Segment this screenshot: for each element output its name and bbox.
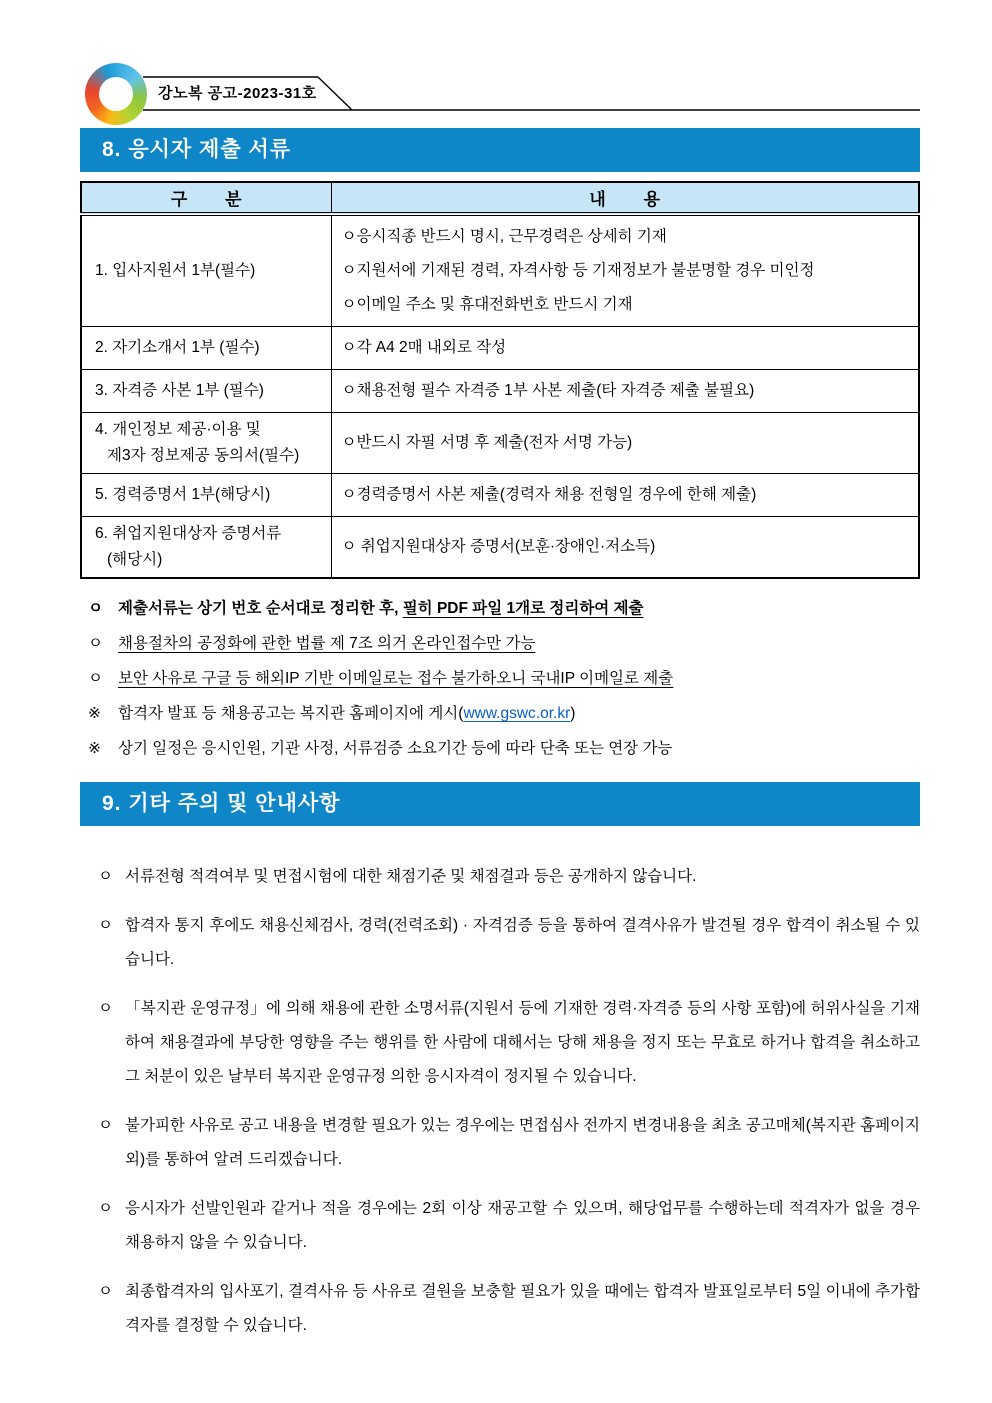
circle-bullet: ㅇ: [98, 1117, 113, 1134]
row4-category: 제3자 정보제공 동의서(필수): [107, 447, 300, 464]
row1-item: ㅇ지원서에 기재된 경력, 자격사항 등 기재정보가 불분명할 경우 미인정: [341, 262, 815, 279]
note-pdf-submit: [88, 591, 920, 626]
row5-item: ㅇ경력증명서 사본 제출(경력자 채용 전형일 경우에 한해 제출): [341, 486, 757, 503]
circle-bullet: ㅇ: [98, 917, 113, 934]
circle-bullet: ㅇ: [98, 1283, 113, 1300]
row3-item: ㅇ채용전형 필수 자격증 1부 사본 제출(타 자격증 제출 불필요): [341, 382, 755, 399]
notice-item: [98, 860, 920, 894]
note-website-posting: [88, 696, 920, 731]
table-row: [81, 327, 919, 370]
section8-notes: [88, 591, 920, 766]
row4-category: 4. 개인정보 제공·이용 및: [95, 421, 261, 438]
row2-category: 2. 자기소개서 1부 (필수): [95, 339, 260, 356]
note-text: ): [570, 705, 576, 722]
notice-item: [98, 1192, 920, 1260]
section8-banner: [80, 128, 920, 172]
note-underlined-text: 보안 사유로 구글 등 해외IP 기반 이메일로는 접수 불가하오니 국내IP 이메일로 제출: [118, 670, 674, 687]
notice-item: [98, 992, 920, 1094]
row1-item: ㅇ응시직종 반드시 명시, 근무경력은 상세히 기재: [341, 228, 667, 245]
submission-documents-table: [80, 181, 920, 579]
row1-item: ㅇ이메일 주소 및 휴대전화번호 반드시 기재: [341, 296, 633, 313]
notice-text: 응시자가 선발인원과 같거나 적을 경우에는 2회 이상 재공고할 수 있으며, 해당업무를 수행하는데 적격자가 없을 경우 채용하지 않을 수 있습니다.: [125, 1200, 920, 1251]
row1-category: 1. 입사지원서 1부(필수): [95, 262, 256, 279]
section9-notices: [98, 860, 920, 1343]
row6-category: (해당시): [107, 551, 163, 568]
website-link[interactable]: www.gswc.or.kr: [463, 705, 571, 722]
col-header-content: 내 용: [331, 182, 919, 214]
note-text: 상기 일정은 응시인원, 기관 사정, 서류검증 소요기간 등에 따라 단축 또는 연장 가능: [118, 740, 673, 757]
note-online-only: [88, 626, 920, 661]
table-header-row: [81, 182, 919, 214]
page-header: [0, 0, 992, 128]
notice-text: 불가피한 사유로 공고 내용을 변경할 필요가 있는 경우에는 면접심사 전까지 변경내용을 최초 공고매체(복지관 홈페이지 외)를 통하여 알려 드리겠습니다.: [125, 1117, 920, 1168]
row5-category: 5. 경력증명서 1부(해당시): [95, 486, 271, 503]
table-row: [81, 517, 919, 579]
notice-text: 최종합격자의 입사포기, 결격사유 등 사유로 결원을 보충할 필요가 있을 때에는 합격자 발표일로부터 5일 이내에 추가합격자를 결정할 수 있습니다.: [125, 1283, 920, 1334]
row3-category: 3. 자격증 사본 1부 (필수): [95, 382, 264, 399]
reference-mark: ※: [88, 705, 101, 722]
table-row: [81, 370, 919, 413]
note-schedule-change: [88, 731, 920, 766]
notice-item: [98, 909, 920, 977]
note-text: 합격자 발표 등 채용공고는 복지관 홈페이지에 게시(: [118, 705, 464, 722]
section8-title: 8. 응시자 제출 서류: [102, 138, 292, 161]
note-underlined-text: 필히 PDF 파일 1개로 정리하여 제출: [402, 600, 644, 617]
section9-banner: [80, 782, 920, 826]
circle-bullet: ㅇ: [98, 1000, 113, 1017]
note-text: 제출서류는 상기 번호 순서대로 정리한 후,: [118, 600, 403, 617]
doc-number: 강노복 공고-2023-31호: [158, 85, 317, 102]
notice-item: [98, 1275, 920, 1343]
section9-title: 9. 기타 주의 및 안내사항: [102, 792, 341, 815]
table-row: [81, 214, 919, 327]
notice-text: 서류전형 적격여부 및 면접시험에 대한 채점기준 및 채점결과 등은 공개하지 않습니다.: [125, 868, 697, 885]
table-row: [81, 413, 919, 474]
notice-text: 합격자 통지 후에도 채용신체검사, 경력(전력조회) · 자격검증 등을 통하여 결격사유가 발견될 경우 합격이 취소될 수 있습니다.: [125, 917, 920, 968]
circle-bullet: ㅇ: [88, 635, 103, 652]
row4-item: ㅇ반드시 자필 서명 후 제출(전자 서명 가능): [341, 434, 633, 451]
circle-bullet: ㅇ: [88, 670, 103, 687]
row2-item: ㅇ각 A4 2매 내외로 작성: [341, 339, 507, 356]
note-domestic-email: [88, 661, 920, 696]
notice-item: [98, 1109, 920, 1177]
notice-text: 「복지관 운영규정」에 의해 채용에 관한 소명서류(지원서 등에 기재한 경력·자격증 등의 사항 포함)에 허위사실을 기재하여 채용결과에 부당한 영향을 주는 행위를 한 사람에 대해서는 당해 채용을 정지 또는 무효로 하거나 합격을 취소하고 그 처분이 있은 날부터 복지관 운영규정 의한 응시자격이 정지될 수 있습니다.: [125, 1000, 920, 1085]
header-rule-lines: [0, 0, 992, 128]
circle-bullet: ㅇ: [88, 600, 103, 617]
table-row: [81, 474, 919, 517]
row6-category: 6. 취업지원대상자 증명서류: [95, 525, 282, 542]
col-header-category: 구 분: [81, 182, 331, 214]
row6-item: ㅇ 취업지원대상자 증명서(보훈·장애인·저소득): [341, 538, 656, 555]
circle-bullet: ㅇ: [98, 868, 113, 885]
note-underlined-text: 채용절차의 공정화에 관한 법률 제 7조 의거 온라인접수만 가능: [118, 635, 536, 652]
circle-bullet: ㅇ: [98, 1200, 113, 1217]
reference-mark: ※: [88, 740, 101, 757]
